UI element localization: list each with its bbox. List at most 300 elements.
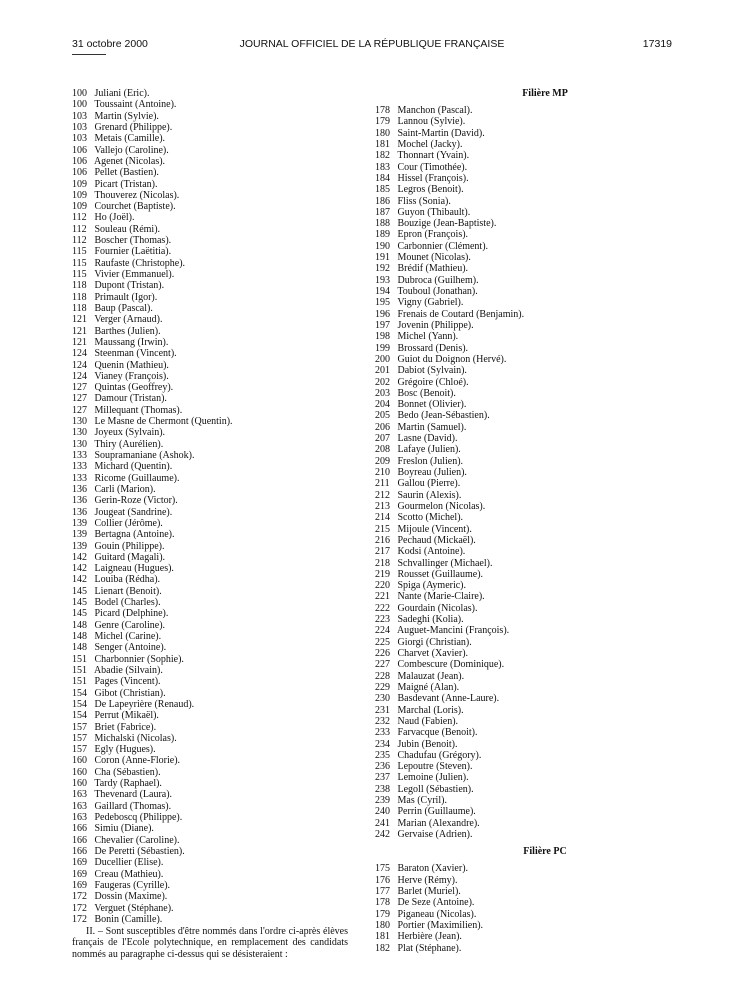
list-item <box>375 184 675 195</box>
candidate-name: Metais (Camille). <box>94 133 166 145</box>
list-item <box>72 518 352 529</box>
candidate-name: Nante (Marie-Claire). <box>397 591 485 603</box>
list-item <box>375 659 675 670</box>
list-item <box>72 224 352 235</box>
rank-number: 142 <box>72 574 87 586</box>
list-item <box>72 789 352 800</box>
rank-number: 209 <box>375 455 390 467</box>
candidate-name: Primault (Igor). <box>94 291 158 303</box>
candidate-name: Briet (Fabrice). <box>94 721 157 733</box>
rank-number: 151 <box>72 653 87 665</box>
list-item <box>375 512 675 523</box>
list-item <box>72 473 352 484</box>
list-item <box>375 229 675 240</box>
list-item <box>72 360 352 371</box>
candidate-name: Jovenin (Philippe). <box>397 319 474 331</box>
rank-number: 180 <box>375 919 390 931</box>
candidate-name: Verger (Arnaud). <box>94 314 163 326</box>
list-item <box>72 744 352 755</box>
rank-number: 121 <box>72 325 87 337</box>
rank-number: 100 <box>72 88 87 99</box>
candidate-name: Piganeau (Nicolas). <box>397 908 477 920</box>
rank-number: 203 <box>375 387 390 399</box>
list-item <box>375 150 675 161</box>
rank-number: 193 <box>375 274 390 286</box>
rank-number: 223 <box>375 614 390 626</box>
candidate-name: Joyeux (Sylvain). <box>94 427 166 439</box>
list-item <box>375 614 675 625</box>
candidate-name: Jubin (Benoit). <box>397 738 458 750</box>
rank-number: 190 <box>375 240 390 252</box>
list-item <box>375 263 675 274</box>
list-item <box>72 812 352 823</box>
list-item <box>375 388 675 399</box>
candidate-name: Maussang (Irwin). <box>94 336 169 348</box>
list-item <box>375 739 675 750</box>
rank-number: 106 <box>72 144 87 156</box>
candidate-name: Michard (Quentin). <box>94 461 173 473</box>
section-heading-pc: Filière PC <box>523 846 567 858</box>
candidate-name: Brossard (Denis). <box>397 342 469 354</box>
rank-number: 182 <box>375 942 390 954</box>
list-item <box>375 750 675 761</box>
candidate-name: Verguet (Stéphane). <box>94 902 174 914</box>
rank-number: 219 <box>375 568 390 580</box>
candidate-name: Gallou (Pierre). <box>397 478 461 490</box>
rank-number: 178 <box>375 105 390 116</box>
list-item <box>375 875 675 886</box>
rank-number: 109 <box>72 189 87 201</box>
candidate-name: Dubroca (Guilhem). <box>397 274 479 286</box>
rank-number: 136 <box>72 483 87 495</box>
candidate-name: Senger (Antoine). <box>94 642 167 654</box>
candidate-name: Herve (Rémy). <box>397 874 458 886</box>
rank-number: 151 <box>72 664 87 676</box>
rank-number: 151 <box>72 676 87 688</box>
rank-number: 115 <box>72 257 87 269</box>
rank-number: 233 <box>375 727 390 739</box>
candidate-name: Agenet (Nicolas). <box>93 155 166 167</box>
list-item <box>72 450 352 461</box>
list-item <box>375 682 675 693</box>
candidate-name: Guitard (Magali). <box>94 551 166 563</box>
candidate-name: Cha (Sébastien). <box>94 766 161 778</box>
list-item <box>72 563 352 574</box>
candidate-name: Pages (Vincent). <box>94 676 161 688</box>
list-item <box>375 671 675 682</box>
list-item <box>72 258 352 269</box>
rank-number: 213 <box>375 500 390 512</box>
right-column <box>375 88 675 954</box>
candidate-name: Scotto (Michel). <box>397 512 464 524</box>
candidate-name: Gourmelon (Nicolas). <box>397 500 486 512</box>
list-item <box>72 280 352 291</box>
list-item <box>72 314 352 325</box>
rank-number: 172 <box>72 902 87 914</box>
candidate-name: Faugeras (Cyrille). <box>94 879 171 891</box>
candidate-name: Damour (Tristan). <box>94 393 167 405</box>
list-item <box>72 903 352 914</box>
candidate-name: Guiot du Doignon (Hervé). <box>397 353 507 365</box>
rank-number: 127 <box>72 382 87 394</box>
rank-number: 207 <box>375 433 390 445</box>
list-item <box>375 105 675 116</box>
list-item <box>72 823 352 834</box>
candidate-name: Michel (Carine). <box>94 631 162 642</box>
list-item <box>375 490 675 501</box>
list-item <box>72 439 352 450</box>
list-item <box>72 722 352 733</box>
rank-number: 220 <box>375 580 390 592</box>
rank-number: 139 <box>72 529 87 541</box>
rank-number: 179 <box>375 116 390 128</box>
list-item <box>72 778 352 789</box>
candidate-name: Courchet (Baptiste). <box>94 201 176 213</box>
list-item <box>375 705 675 716</box>
candidate-name: Thiry (Aurélien). <box>94 438 164 450</box>
candidate-name: Bouzige (Jean-Baptiste). <box>397 218 497 230</box>
rank-number: 112 <box>72 223 87 235</box>
candidate-name: Toussaint (Antoine). <box>94 99 177 111</box>
list-item <box>375 218 675 229</box>
candidate-name: Pedeboscq (Philippe). <box>94 812 183 823</box>
candidate-name: Quenin (Mathieu). <box>94 359 169 371</box>
rank-number: 103 <box>72 121 87 133</box>
rank-number: 139 <box>72 517 87 529</box>
rank-number: 234 <box>375 738 390 750</box>
candidate-name: Creau (Mathieu). <box>94 868 164 880</box>
list-item <box>375 569 675 580</box>
list-item <box>375 784 675 795</box>
rank-number: 232 <box>375 715 390 727</box>
candidate-name: Saurin (Alexis). <box>397 489 462 501</box>
list-item <box>375 943 675 954</box>
rank-number: 124 <box>72 348 87 360</box>
candidate-name: Auguet-Mancini (François). <box>396 625 510 637</box>
rank-number: 214 <box>375 512 390 524</box>
candidate-name: Fliss (Sonia). <box>397 195 451 207</box>
list-item <box>375 478 675 489</box>
list-item <box>72 654 352 665</box>
candidate-name: Mochel (Jacky). <box>397 138 463 150</box>
candidate-name: Vivier (Emmanuel). <box>94 269 175 280</box>
rank-number: 191 <box>375 252 390 264</box>
candidate-name: Perrin (Guillaume). <box>397 806 476 818</box>
rank-number: 180 <box>375 127 390 139</box>
candidate-name: Maigné (Alan). <box>397 681 460 693</box>
candidate-name: Saint-Martin (David). <box>397 127 485 139</box>
list-item <box>375 648 675 659</box>
list-item <box>72 688 352 699</box>
rank-number: 169 <box>72 868 87 880</box>
list-item <box>72 710 352 721</box>
rank-number: 200 <box>375 353 390 365</box>
rank-number: 103 <box>72 110 87 122</box>
candidate-name: De Seze (Antoine). <box>397 897 475 909</box>
candidate-name: Ho (Joël). <box>94 212 135 224</box>
candidate-name: Gerin-Roze (Victor). <box>94 495 178 507</box>
rank-number: 225 <box>375 636 390 648</box>
list-item <box>72 145 352 156</box>
list-item <box>375 456 675 467</box>
candidate-name: Martin (Samuel). <box>397 421 467 433</box>
candidate-name: Spiga (Aymeric). <box>397 580 467 592</box>
page-header <box>72 38 672 52</box>
list-item <box>72 484 352 495</box>
list-item <box>375 116 675 127</box>
candidate-name: Baraton (Xavier). <box>397 863 469 875</box>
rank-number: 184 <box>375 172 390 184</box>
rank-number: 221 <box>375 591 390 603</box>
rank-number: 112 <box>72 235 87 247</box>
candidate-name: Legoll (Sébastien). <box>397 783 474 795</box>
list-item <box>72 733 352 744</box>
list-item <box>72 235 352 246</box>
rank-number: 192 <box>375 263 390 275</box>
rank-number: 189 <box>375 229 390 241</box>
list-item <box>72 914 352 925</box>
list-item <box>72 620 352 631</box>
candidate-name: Gourdain (Nicolas). <box>397 602 478 614</box>
candidate-name: Martin (Sylvie). <box>94 110 159 122</box>
list-item <box>72 326 352 337</box>
list-item <box>375 886 675 897</box>
rank-number: 198 <box>375 331 390 343</box>
rank-number: 229 <box>375 681 390 693</box>
rank-number: 157 <box>72 744 87 756</box>
list-item <box>72 642 352 653</box>
rank-number: 106 <box>72 155 87 167</box>
list-item <box>375 727 675 738</box>
rank-number: 109 <box>72 201 87 213</box>
list-item <box>72 122 352 133</box>
candidate-name: Frenais de Coutard (Benjamin). <box>397 308 525 320</box>
candidate-name: Ducellier (Elise). <box>94 857 164 869</box>
list-item <box>72 156 352 167</box>
list-item <box>375 716 675 727</box>
rank-number: 127 <box>72 393 87 405</box>
rank-number: 197 <box>375 319 390 331</box>
list-item <box>375 920 675 931</box>
list-item <box>72 99 352 110</box>
list-item <box>72 665 352 676</box>
rank-number: 133 <box>72 450 87 461</box>
list-item <box>375 806 675 817</box>
list-item <box>72 755 352 766</box>
candidate-name: Marian (Alexandre). <box>397 817 480 829</box>
rank-number: 194 <box>375 286 390 297</box>
list-item <box>72 676 352 687</box>
list-item <box>375 772 675 783</box>
rank-number: 205 <box>375 410 390 422</box>
candidate-name: Grenard (Philippe). <box>94 121 173 133</box>
list-item <box>72 801 352 812</box>
candidate-name: Farvacque (Benoit). <box>397 727 478 739</box>
list-item <box>72 880 352 891</box>
list-item <box>375 558 675 569</box>
list-item <box>72 201 352 212</box>
candidate-name: Plat (Stéphane). <box>397 942 462 954</box>
candidate-name: Simiu (Diane). <box>94 823 154 835</box>
candidate-name: Basdevant (Anne-Laure). <box>397 693 500 705</box>
list-item <box>72 574 352 585</box>
candidate-name: Coron (Anne-Florie). <box>94 755 181 767</box>
rank-number: 238 <box>375 783 390 795</box>
rank-number: 218 <box>375 557 390 569</box>
candidate-name: Bodel (Charles). <box>94 597 161 609</box>
rank-number: 226 <box>375 648 390 659</box>
rank-number: 204 <box>375 399 390 411</box>
list-item <box>375 343 675 354</box>
list-item <box>375 863 675 874</box>
candidate-name: Bedo (Jean-Sébastien). <box>397 410 490 422</box>
list-item <box>72 857 352 868</box>
rank-number: 217 <box>375 546 390 558</box>
rank-number: 118 <box>72 280 87 292</box>
candidate-name: Abadie (Silvain). <box>93 664 163 676</box>
candidate-name: Chevalier (Caroline). <box>94 834 180 846</box>
header-rule <box>72 54 106 55</box>
candidate-name: Marchal (Loris). <box>397 704 464 716</box>
list-item <box>375 591 675 602</box>
candidate-name: Vigny (Gabriel). <box>397 297 464 309</box>
candidate-name: Herbière (Jean). <box>397 931 462 943</box>
list-item <box>72 382 352 393</box>
list-item <box>72 405 352 416</box>
candidate-name: Dupont (Tristan). <box>94 280 165 292</box>
rank-number: 185 <box>375 184 390 196</box>
rank-number: 142 <box>72 551 87 563</box>
list-item <box>375 196 675 207</box>
pc-list <box>375 863 675 954</box>
list-item <box>72 393 352 404</box>
header-page-number: 17319 <box>642 38 672 50</box>
list-item <box>375 139 675 150</box>
candidate-name: Lannou (Sylvie). <box>397 116 466 128</box>
rank-number: 166 <box>72 834 87 846</box>
candidate-name: Steenman (Vincent). <box>94 348 177 360</box>
rank-number: 139 <box>72 540 87 552</box>
rank-number: 166 <box>72 823 87 835</box>
rank-number: 130 <box>72 427 87 439</box>
candidate-name: Lienart (Benoit). <box>94 585 162 597</box>
candidate-name: Jougeat (Sandrine). <box>94 506 173 518</box>
list-item <box>375 535 675 546</box>
candidate-name: Grégoire (Chloé). <box>397 376 469 388</box>
list-item <box>375 173 675 184</box>
list-item <box>72 846 352 857</box>
rank-number: 212 <box>375 489 390 501</box>
candidate-name: Thouverez (Nicolas). <box>94 189 180 201</box>
candidate-name: Bonin (Camille). <box>94 913 163 925</box>
list-item <box>72 179 352 190</box>
rank-number: 160 <box>72 755 87 767</box>
candidate-name: Gaillard (Thomas). <box>94 800 172 812</box>
rank-number: 160 <box>72 766 87 778</box>
list-item <box>72 767 352 778</box>
list-item <box>72 427 352 438</box>
list-item <box>375 286 675 297</box>
candidate-name: Barthes (Julien). <box>94 325 161 337</box>
rank-number: 224 <box>375 625 390 637</box>
rank-number: 172 <box>72 891 87 903</box>
rank-number: 130 <box>72 438 87 450</box>
rank-number: 160 <box>72 778 87 790</box>
candidate-name: Picard (Delphine). <box>94 608 169 620</box>
list-item <box>72 597 352 608</box>
list-item <box>72 133 352 144</box>
candidate-name: Portier (Maximilien). <box>397 919 484 931</box>
rank-number: 196 <box>375 308 390 320</box>
list-item <box>72 631 352 642</box>
candidate-name: Michalski (Nicolas). <box>94 732 177 744</box>
candidate-name: Fournier (Laëtitia). <box>94 246 172 258</box>
rank-number: 112 <box>72 212 87 224</box>
candidate-name: Baup (Pascal). <box>94 302 153 314</box>
candidate-name: Vallejo (Caroline). <box>94 144 169 156</box>
rank-number: 115 <box>72 246 87 258</box>
list-item <box>72 111 352 122</box>
list-item <box>375 546 675 557</box>
candidate-name: Kodsi (Antoine). <box>397 546 466 558</box>
candidate-name: De Lapeyrière (Renaud). <box>94 698 195 710</box>
candidate-name: Barlet (Muriel). <box>397 885 461 897</box>
rank-number: 211 <box>375 478 390 490</box>
candidate-name: Gibot (Christian). <box>94 687 166 699</box>
list-item <box>72 699 352 710</box>
rank-number: 210 <box>375 467 390 478</box>
candidate-name: Perrut (Mikaël). <box>94 710 159 722</box>
list-item <box>375 829 675 840</box>
candidate-name: Pechaud (Mickaël). <box>397 534 476 546</box>
candidate-name: Gervaise (Adrien). <box>397 829 473 840</box>
candidate-name: Lemoine (Julien). <box>397 772 469 784</box>
candidate-name: Charbonnier (Sophie). <box>94 653 184 665</box>
candidate-name: Bosc (Benoit). <box>397 387 456 399</box>
list-item <box>375 818 675 829</box>
list-item <box>375 377 675 388</box>
candidate-name: Epron (François). <box>397 229 469 241</box>
rank-number: 175 <box>375 863 390 875</box>
candidate-name: Dabiot (Sylvain). <box>397 365 467 377</box>
list-item <box>375 897 675 908</box>
candidate-name: Louiba (Rédha). <box>94 574 161 586</box>
rank-number: 145 <box>72 585 87 597</box>
rank-number: 215 <box>375 523 390 535</box>
list-item <box>375 501 675 512</box>
list-item <box>72 246 352 257</box>
rank-number: 195 <box>375 297 390 309</box>
candidate-name: Ricome (Guillaume). <box>94 472 180 484</box>
candidate-name: Juliani (Eric). <box>94 88 150 99</box>
candidate-name: Bertagna (Antoine). <box>94 529 175 541</box>
rank-number: 172 <box>72 913 87 925</box>
rank-number: 100 <box>72 99 87 111</box>
list-item <box>72 348 352 359</box>
candidate-name: Mas (Cyril). <box>397 795 447 807</box>
candidate-name: Souleau (Rémi). <box>94 223 161 235</box>
rank-number: 148 <box>72 642 87 654</box>
candidate-name: Guyon (Thibault). <box>397 206 471 218</box>
header-title: JOURNAL OFFICIEL DE LA RÉPUBLIQUE FRANÇAISE <box>239 38 505 50</box>
rank-number: 239 <box>375 795 390 807</box>
rank-number: 133 <box>72 461 87 473</box>
rank-number: 208 <box>375 444 390 456</box>
candidate-name: Pellet (Bastien). <box>94 167 159 179</box>
list-item <box>72 835 352 846</box>
list-item <box>72 416 352 427</box>
rank-number: 106 <box>72 167 87 179</box>
